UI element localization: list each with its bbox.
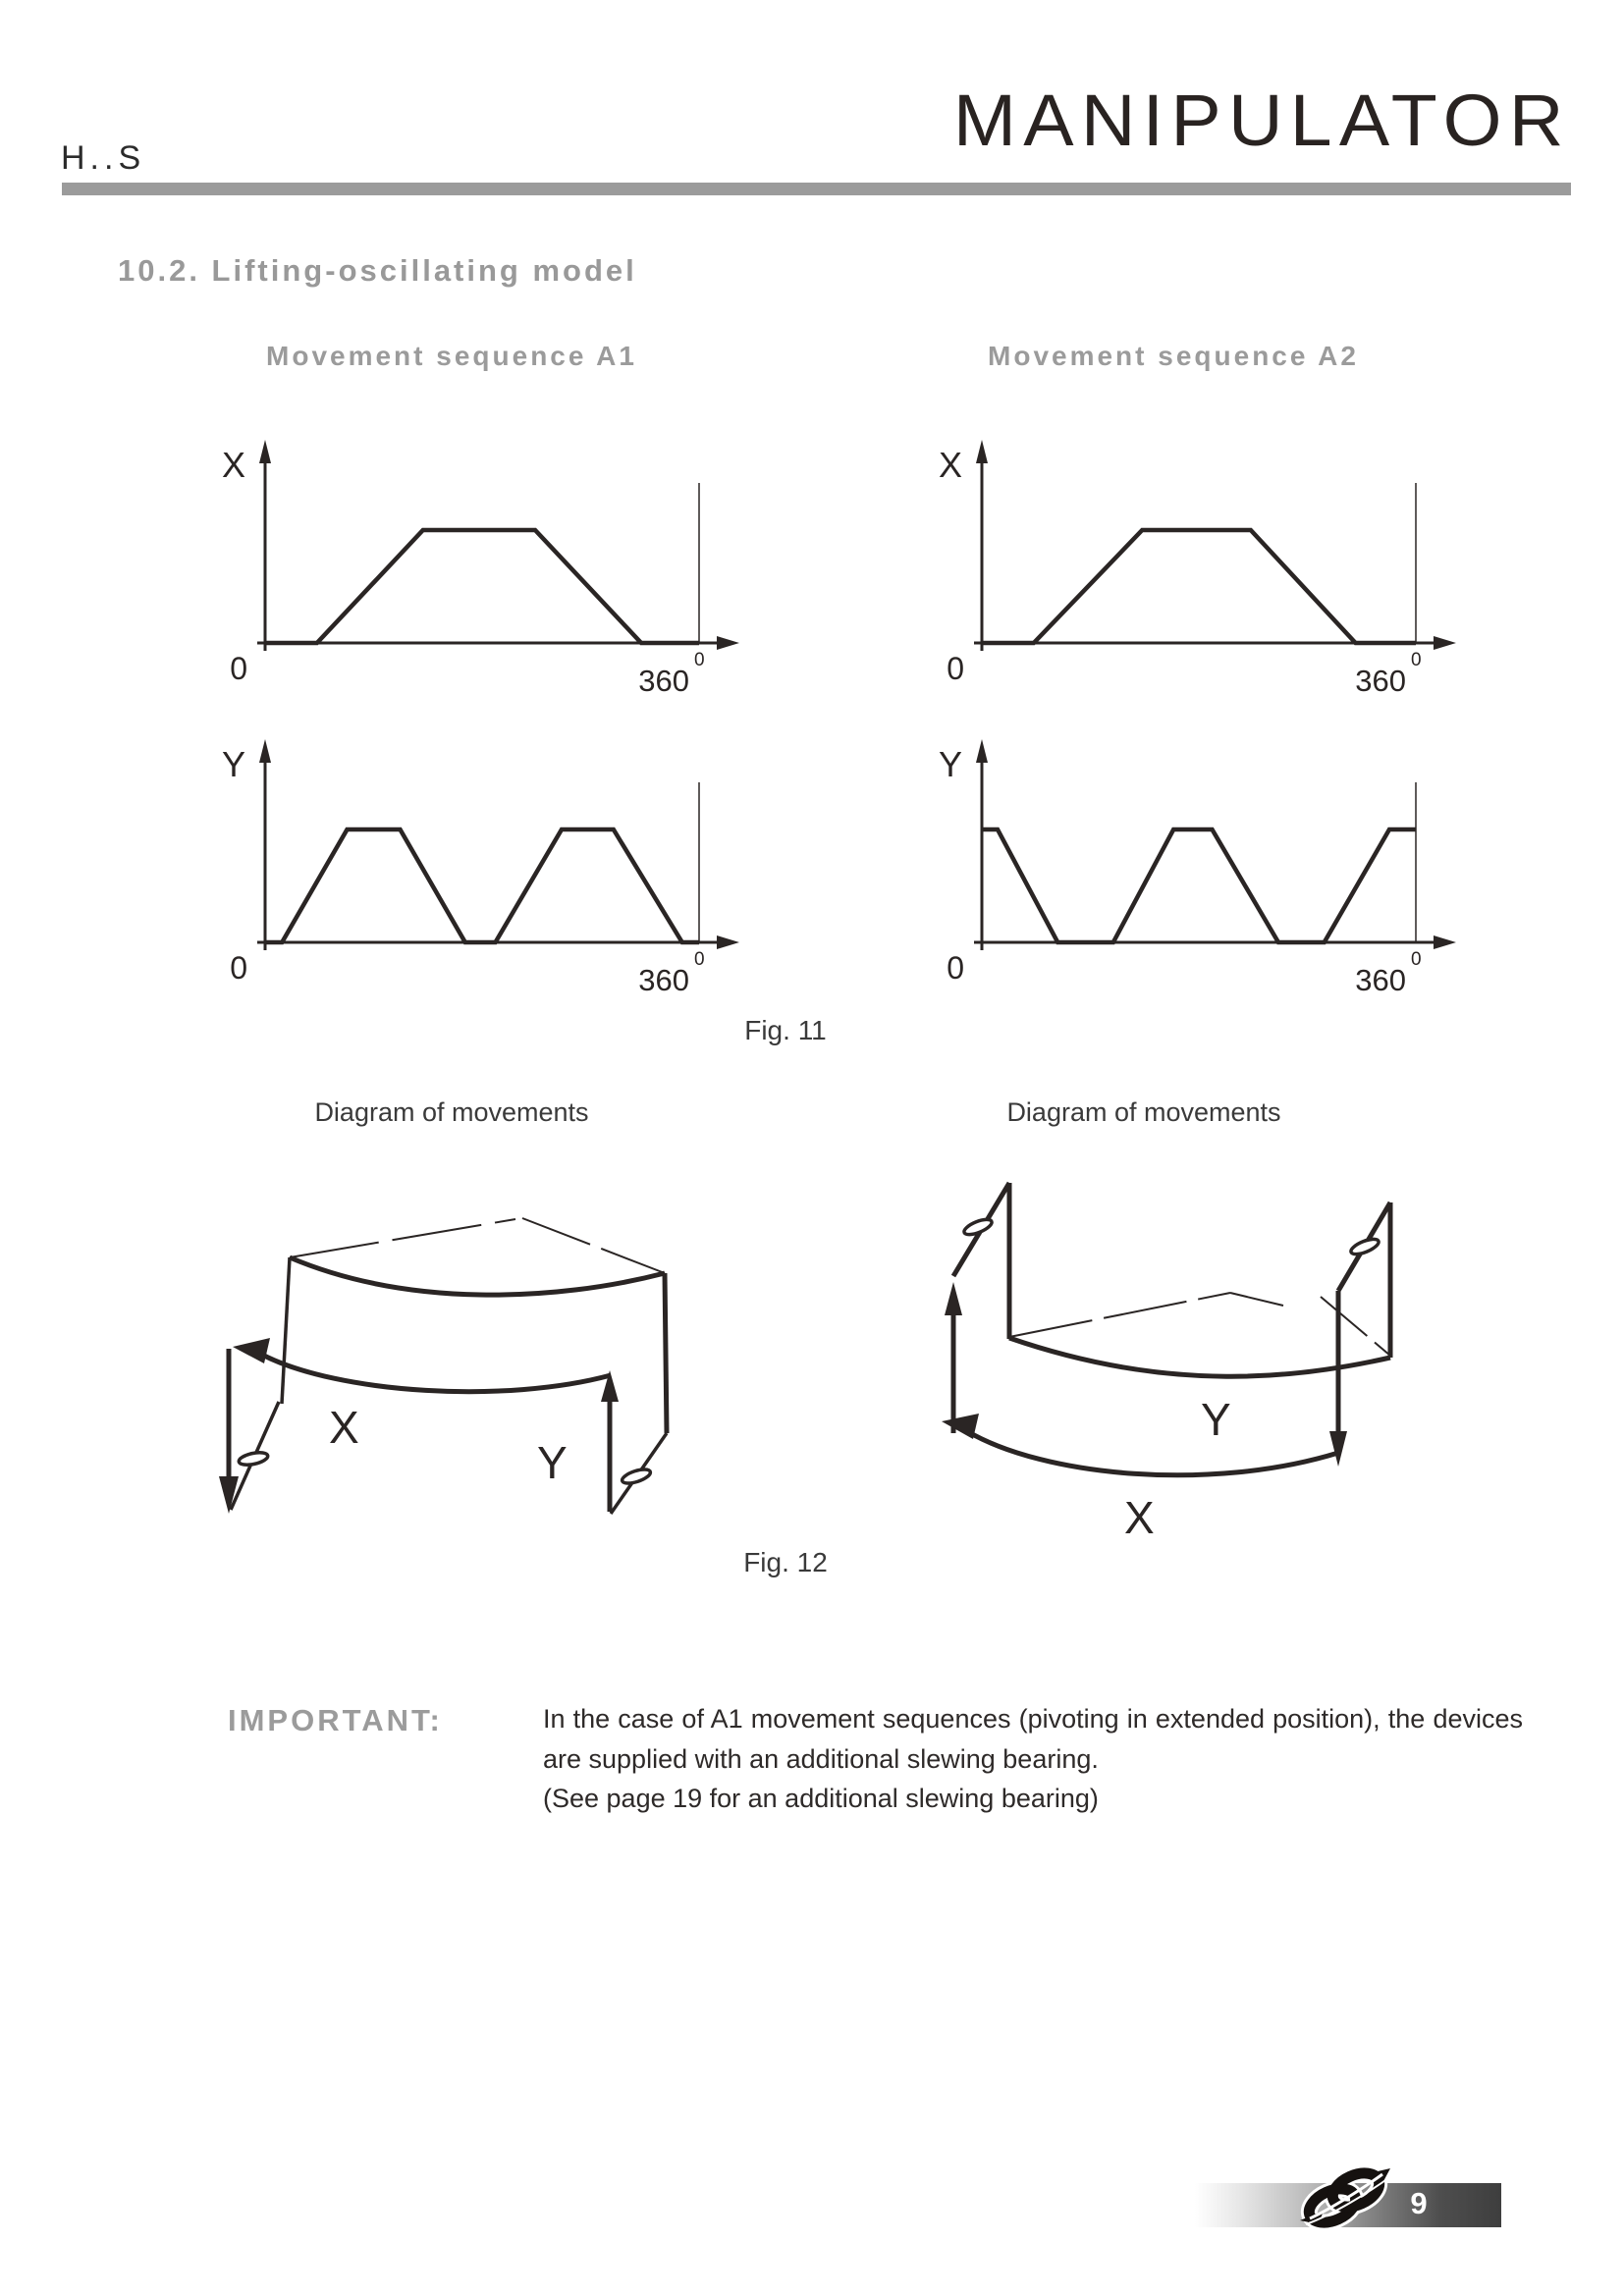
y-movement-label: Y [1201, 1394, 1231, 1445]
movement-diagram-a1 [182, 1147, 731, 1559]
deg-superscript: 0 [1411, 650, 1422, 670]
important-label: IMPORTANT: [228, 1703, 443, 1737]
chart-a2-y [864, 712, 1473, 1006]
wedge-top-edge-right [522, 1218, 665, 1273]
wedge-bottom-arc [1009, 1338, 1390, 1376]
wedge-right-edge [665, 1273, 667, 1433]
y-axis-arrow-icon [976, 739, 988, 763]
wedge-top-edge-mid [1230, 1293, 1283, 1306]
section-title: 10.2. Lifting-oscillating model [118, 253, 637, 288]
x-axis-arrow-icon [1434, 935, 1456, 949]
x-movement-label: X [329, 1402, 359, 1453]
pivot-ellipse-icon [1349, 1236, 1380, 1256]
origin-label: 0 [947, 950, 964, 986]
deg-superscript: 0 [694, 949, 705, 970]
axis-label: Y [221, 744, 245, 784]
y-movement-label: Y [537, 1437, 568, 1488]
origin-label: 0 [947, 651, 964, 686]
deg-label: 360 [638, 664, 689, 698]
x-axis-arrow-icon [1434, 636, 1456, 650]
deg-superscript: 0 [694, 650, 705, 670]
y-axis-arrow-icon [976, 440, 988, 463]
waveform-a2-y [982, 829, 1416, 942]
x-axis-arrow-icon [717, 636, 739, 650]
pivot-ellipse-icon [621, 1467, 652, 1486]
x-swing-arc [967, 1431, 1338, 1475]
diagram-caption-a1: Diagram of movements [314, 1097, 589, 1127]
wedge-left-edge [282, 1257, 290, 1404]
wedge-top-edge-left [1009, 1293, 1230, 1337]
column-title-a2: Movement sequence A2 [988, 341, 1359, 371]
waveform-a1-y [265, 829, 699, 942]
axis-label: Y [938, 744, 962, 784]
origin-label: 0 [230, 950, 247, 986]
waveform-a2-x [982, 530, 1416, 643]
knot-logo [1286, 2160, 1404, 2236]
header-rule [62, 183, 1571, 195]
column-title-a1: Movement sequence A1 [266, 341, 637, 371]
down-arrow-icon [1329, 1431, 1347, 1467]
x-arrow-icon [942, 1414, 979, 1439]
deg-superscript: 0 [1411, 949, 1422, 970]
y-axis-arrow-icon [259, 739, 271, 763]
important-text [543, 1699, 1523, 1819]
figure-11-caption: Fig. 11 [744, 1015, 827, 1045]
chart-a1-y [147, 712, 756, 1006]
x-arrow-icon [233, 1338, 270, 1363]
deg-label: 360 [638, 963, 689, 997]
chart-a2-x [864, 412, 1473, 707]
movement-diagram-a2 [877, 1129, 1446, 1571]
pivot-ellipse-icon [238, 1451, 269, 1468]
page-number: 9 [1410, 2186, 1428, 2220]
origin-label: 0 [230, 651, 247, 686]
deg-label: 360 [1355, 963, 1406, 997]
axis-label: X [221, 445, 245, 485]
up-arrow-icon [945, 1282, 962, 1315]
deg-label: 360 [1355, 664, 1406, 698]
important-note: (See page 19 for an additional slewing bearing) [543, 1784, 1099, 1813]
diagram-caption-a2: Diagram of movements [1006, 1097, 1281, 1127]
pivot-ellipse-icon [962, 1216, 994, 1237]
wedge-top-edge-right [1321, 1297, 1390, 1356]
axis-label: X [938, 445, 962, 485]
y-axis-arrow-icon [259, 440, 271, 463]
chart-a1-x [147, 412, 756, 707]
waveform-a1-x [265, 530, 699, 643]
model-code: H..S [61, 139, 146, 177]
important-body: In the case of A1 movement sequences (pivoting in extended position), the devices are supplied with an additional slewing bearing. [543, 1704, 1523, 1774]
x-axis-arrow-icon [717, 935, 739, 949]
x-movement-label: X [1124, 1492, 1155, 1543]
wedge-top-edge-left [290, 1219, 515, 1257]
wedge-top-arc [290, 1257, 665, 1295]
x-swing-arc [262, 1355, 611, 1392]
figure-12-caption: Fig. 12 [743, 1547, 828, 1577]
brand-title: MANIPULATOR [953, 80, 1571, 161]
